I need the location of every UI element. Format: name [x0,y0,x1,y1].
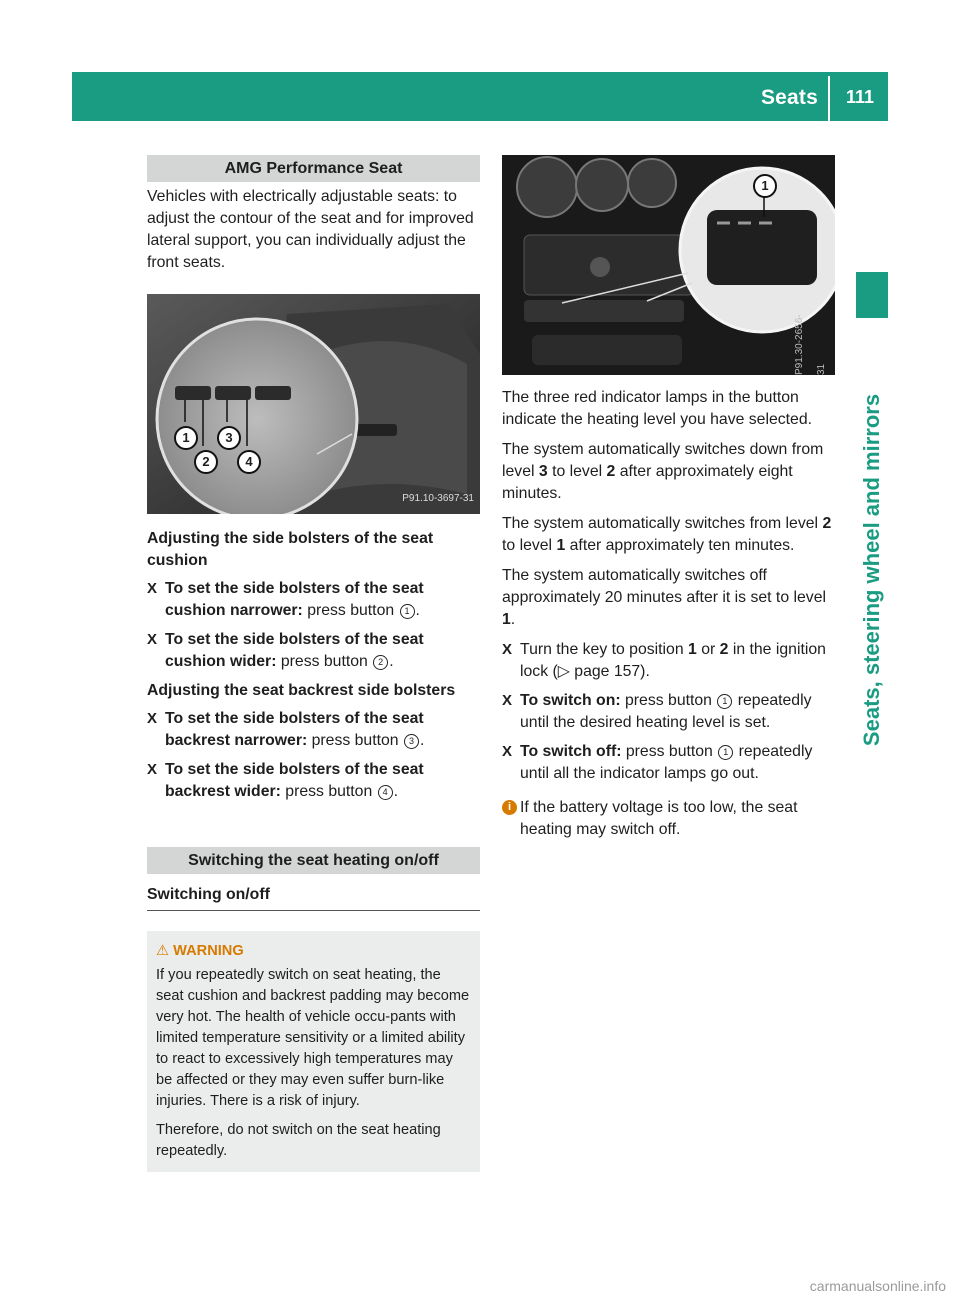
switch-off-text: The system automatically switches off approximately 20 minutes after it is set to level 1. [502,567,826,628]
callout-1: 1 [174,426,198,450]
step-marker-icon: X [502,692,513,709]
step-marker-icon: X [502,641,513,658]
left-column [147,155,480,1172]
step-body: press button [285,783,373,800]
callout-3: 3 [217,426,241,450]
step-cushion-narrower: X To set the side bolsters of the seat cushion narrower: press button 1 . [147,580,424,619]
callout-2: 2 [194,450,218,474]
cushion-heading: Adjusting the side bolsters of the seat cushion [147,530,434,569]
seat-illustration [147,294,480,514]
warning-triangle-icon: ⚠ [156,943,170,959]
warning-advice: Therefore, do not switch on the seat heating repeatedly. [156,1122,441,1159]
seat-photo [147,294,480,514]
step-cushion-wider: X To set the side bolsters of the seat cushion wider: press button 2 . [147,631,424,670]
heating-section-title: Switching the seat heating on/off [147,847,480,874]
switch-level-text: The system automatically switches from level 2 to level 1 after approximately ten minutes. [502,515,832,554]
warning-box [147,931,480,1172]
page-reference-link[interactable]: page 157). [569,663,650,680]
step-backrest-narrower: X To set the side bolsters of the seat backrest narrower: press button 3 . [147,710,425,749]
backrest-heading: Adjusting the seat backrest side bolsters [147,682,456,699]
info-text: If the battery voltage is too low, the seat heating may switch off. [520,799,798,838]
indicator-lamps-text: The three red indicator lamps in the button indicate the heating level you have selected. [502,389,813,428]
header-bar [72,72,888,121]
watermark: carmanualsonline.info [809,1278,946,1294]
step-body: press button [280,653,368,670]
header-separator [828,76,830,121]
step-switch-off: X To switch off: press button 1 repeatedly until all the indicator lamps go out. [502,743,813,782]
warning-title: WARNING [173,943,244,959]
amg-section-title: AMG Performance Seat [147,155,480,182]
step-turn-key: X Turn the key to position 1 or 2 in the ignition lock (▷ page 157). [502,641,826,680]
button-number-badge: 2 [373,655,388,670]
button-number-badge: 3 [404,734,419,749]
right-column [502,155,835,841]
console-photo [502,155,835,375]
step-body: press button [307,602,395,619]
switch-down-text: The system automatically switches down from level 3 to level 2 after approximately eight minutes. [502,441,824,502]
warning-text: If you repeatedly switch on seat heating, the seat cushion and backrest padding may become very hot. The health of vehicle occu-pants with limited temperature sensitivity or a limited ability to react to excessively high temperatures may be affected or they may even suffer burn-like injuries. There is a risk of injury. [156,967,470,1109]
step-marker-icon: X [147,710,158,727]
step-switch-on: X To switch on: press button 1 repeatedly until the desired heating level is set. [502,692,812,731]
step-marker-icon: X [147,631,158,648]
step-lead: To set the side bolsters of the seat cushion wider: [165,631,424,670]
image-code: P91.30-2656-31 [794,314,827,375]
header-title: Seats [760,86,818,109]
side-chapter-label: Seats, steering wheel and mirrors [859,393,884,747]
step-backrest-wider: X To set the side bolsters of the seat backrest wider: press button 4 . [147,761,424,800]
console-illustration [502,155,835,375]
amg-intro: Vehicles with electrically adjustable seats: to adjust the contour of the seat and for improved lateral support, you can individually adjust the front seats. [147,188,474,271]
button-number-badge: 1 [717,694,732,709]
callout-4: 4 [237,450,261,474]
step-lead: To set the side bolsters of the seat cushion narrower: [165,580,424,619]
step-marker-icon: X [502,743,513,760]
button-number-badge: 1 [718,745,733,760]
step-marker-icon: X [147,761,158,778]
callout-1: 1 [753,174,777,198]
info-note [502,797,835,841]
heating-subheading: Switching on/off [147,884,480,911]
step-body: press button [311,732,399,749]
warning-heading [156,941,472,962]
image-code: P91.10-3697-31 [402,493,474,504]
page-number: 111 [845,87,874,107]
button-number-badge: 4 [378,785,393,800]
step-lead: To set the side bolsters of the seat backrest narrower: [165,710,424,749]
page-ref-arrow-icon: ▷ [557,663,570,680]
step-marker-icon: X [147,580,158,597]
step-lead: To set the side bolsters of the seat backrest wider: [165,761,424,800]
side-tab [856,272,888,318]
button-number-badge: 1 [400,604,415,619]
info-icon: i [502,800,517,815]
